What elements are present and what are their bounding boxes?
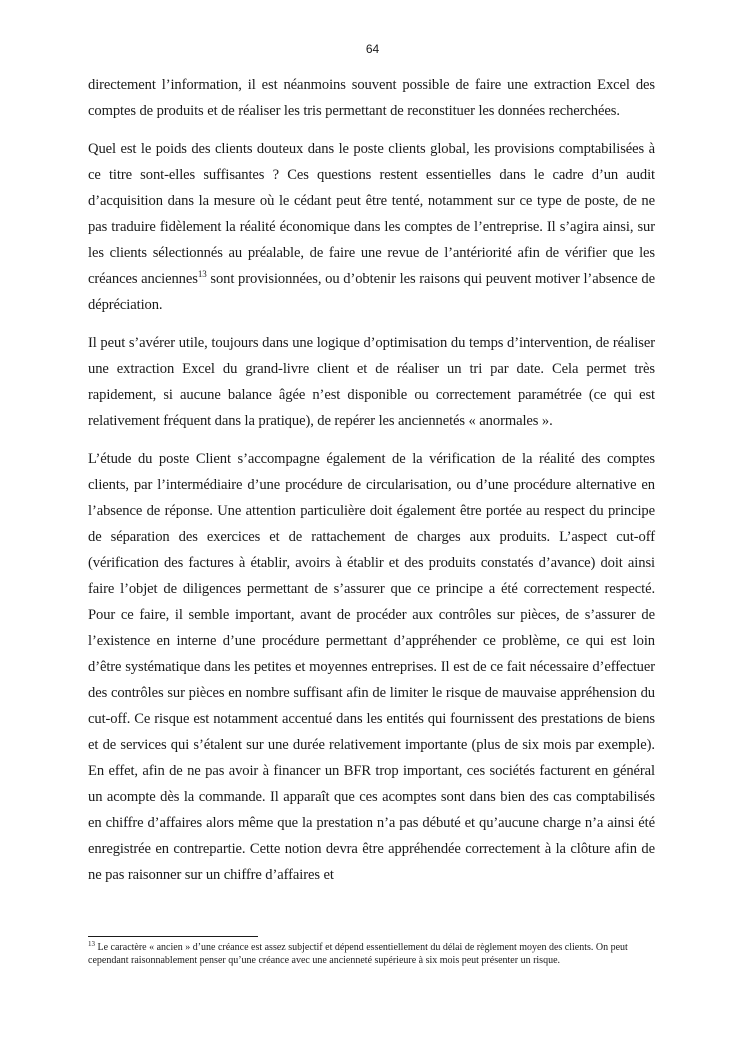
paragraph-excel-extraction: Il peut s’avérer utile, toujours dans une logique d’optimisation du temps d’intervention, de réaliser une extraction Excel du grand-livre client et de réaliser un tri par date. Cela permet très rapidement, si aucune balance âgée n’est disponible ou correctement paramétrée (ce qui est relativement fréquent dans la pratique), de repérer les anciennetés « anormales ». (88, 335, 655, 429)
paragraph-doubtful-clients-text-end: sont provisionnées, ou d’obtenir les raisons qui peuvent motiver l’absence de dépréciation. (88, 271, 655, 313)
footnote-reference[interactable]: 13 (197, 269, 207, 279)
paragraph-client-audit: L’étude du poste Client s’accompagne également de la vérification de la réalité des comptes clients, par l’intermédiaire d’une procédure de circularisation, ou d’une procédure alternative en l’absence de réponse. Une attention particulière doit également être portée au respect du principe de séparation des exercices et de rattachement de charges aux produits. L’aspect cut-off (vérification des factures à établir, avoirs à établir et des produits constatés d’avance) doit ainsi faire l’objet de diligences permettant de s’assurer que ce principe a été correctement respecté. Pour ce faire, il semble important, avant de procéder aux contrôles sur pièces, de s’assurer de l’existence en interne d’une procédure permettant d’appréhender ce problème, ce qui est loin d’être systématique dans les petites et moyennes entreprises. Il est de ce fait nécessaire d’effectuer des contrôles sur pièces en nombre suffisant afin de limiter le risque de mauvaise appréhension du cut-off. Ce risque est notamment accentué dans les entités qui fournissent des prestations de biens et de services qui s’étalent sur une durée relativement importante (plus de six mois par exemple). En effet, afin de ne pas avoir à financer un BFR trop important, ces sociétés facturent en général un acompte dès la commande. Il apparaît que ces acomptes sont dans bien des cas comptabilisés en chiffre d’affaires alors même que la prestation n’a pas débuté et qu’aucune charge n’a ainsi été enregistrée en contrepartie. Cette notion devra être appréhendée correctement à la clôture afin de ne pas raisonner sur un chiffre d’affaires et (88, 451, 655, 883)
footnote-marker: 13 (88, 940, 95, 948)
footnote-separator (88, 936, 258, 937)
footnote (88, 941, 655, 967)
page-number: 64 (365, 42, 380, 56)
footnote-text: Le caractère « ancien » d’une créance est assez subjectif et dépend essentiellement du délai de règlement moyen des clients. On peut cependant raisonnablement penser qu’une créance avec une ancienneté supérieure à six mois peut présenter un risque. (88, 942, 628, 966)
paragraph-doubtful-clients-text: Quel est le poids des clients douteux dans le poste clients global, les provisions comptabilisées à ce titre sont-elles suffisantes ? Ces questions restent essentielles dans le cadre d’un audit d’acquisition dans la mesure où le cédant peut être tenté, notamment sur ce type de poste, de ne pas traduire fidèlement la réalité économique dans les comptes de l’entreprise. Il s’agira ainsi, sur les clients sélectionnés au préalable, de faire une revue de l’antériorité afin de vérifier que les créances anciennes (88, 141, 655, 287)
body-text (88, 72, 655, 900)
paragraph-doubtful-clients (88, 136, 655, 318)
paragraph-continuation: directement l’information, il est néanmoins souvent possible de faire une extraction Excel des comptes de produits et de réaliser les tris permettant de reconstituer les données recherchées. (88, 77, 655, 119)
